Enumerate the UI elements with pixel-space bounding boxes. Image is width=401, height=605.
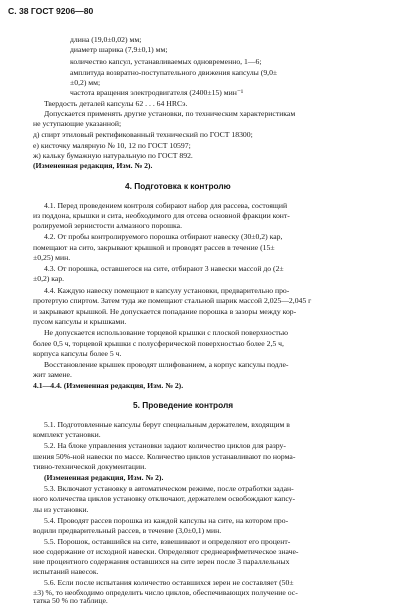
alternative-setup-line-cont: не уступающие указанной; [33, 119, 122, 128]
paragraph-line: 5.4. Проводят рассев порошка из каждой капсулы на сите, на котором про- [44, 516, 289, 525]
paragraph-line: более 0,5 ч, торцевой крышки с полусферической поверхностью более 2,5 ч, [33, 339, 284, 348]
paragraph-line: татка 50 % по таблице. [33, 596, 108, 605]
paragraph-line: Восстановление крышек проводят шлифованием, а корпус капсулы подле- [44, 360, 289, 369]
revision-note: (Измененная редакция, Изм. № 2). [33, 161, 153, 170]
paragraph-line: протертую спиртом. Затем туда же помещают стальной шарик массой 2,025—2,045 г [33, 296, 312, 305]
list-item-rotation-speed: частота вращения электродвигателя (2400±15) мин⁻¹ [70, 88, 244, 97]
paragraph-line: из поддона, крышки и сита, необходимого для отсева основной фракции конт- [33, 211, 290, 220]
revision-note: (Измененная редакция, Изм. № 2). [44, 473, 164, 482]
paragraph-line: Не допускается использование торцевой крышки с плоской поверхностью [44, 328, 288, 337]
paragraph-line: шения 50%-ной навески по массе. Количество циклов устанавливают по норма- [33, 452, 296, 461]
section-5-title: 5. Проведение контроля [133, 400, 234, 410]
paragraph-line: 5.3. Включают установку в автоматическом режиме, после отработки задан- [44, 484, 294, 493]
paragraph-line: 5.1. Подготовленные капсулы берут специальным держателем, входящим в [44, 420, 290, 429]
paragraph-line: 4.3. От порошка, оставшегося на сите, отбирают 3 навески массой до (2± [44, 264, 284, 273]
revision-note: 4.1—4.4. (Измененная редакция, Изм. № 2). [33, 381, 184, 390]
paragraph-line: пусом капсулы и крышками. [33, 317, 127, 326]
paragraph-line: ±0,2) кар. [33, 274, 65, 283]
page-header: С. 38 ГОСТ 9206—80 [8, 6, 94, 16]
paragraph-line: водили предварительный рассев, в течение (3,0±0,1) мин. [33, 526, 222, 535]
paragraph-line: 5.5. Порошок, оставшийся на сите, взвешивают и определяют его процент- [44, 537, 291, 546]
paragraph-line: корпуса капсулы более 5 ч. [33, 349, 122, 358]
alternative-setup-line: Допускается применять другие установки, по техническим характеристикам [44, 109, 296, 118]
paragraph-line: лы из установки. [33, 505, 89, 514]
list-item-ball-diameter: диаметр шарика (7,9±0,1) мм; [70, 45, 168, 54]
paragraph-line: жит замене. [33, 370, 72, 379]
item-d-alcohol: д) спирт этиловый ректификованный технический по ГОСТ 18300; [33, 130, 253, 139]
paragraph-line: 5.2. На блоке управления установки задают количество циклов для разру- [44, 441, 286, 450]
paragraph-line: ние процентного содержания оставшихся на сите зерен после 3 параллельных [33, 557, 290, 566]
paragraph-line: 4.1. Перед проведением контроля собирают набор для рассева, состоящий [44, 201, 288, 210]
paragraph-line: 5.6. Если после испытания количество оставшихся зерен не составляет (50± [44, 578, 294, 587]
paragraph-line: и закрывают крышкой. Не допускается попадание порошка в зазоры между кор- [33, 307, 297, 316]
paragraph-line: ±3) %, то необходимо определить число циклов, обеспечивающих получение ос- [33, 588, 298, 597]
paragraph-line: 4.2. От пробы контролируемого порошка отбирают навеску (30±0,2) кар, [44, 232, 283, 241]
list-item-capsule-count: количество капсул, устанавливаемых одновременно, 1—6; [70, 57, 262, 66]
paragraph-line: комплект установки. [33, 430, 101, 439]
paragraph-line: испытаний навесок. [33, 567, 99, 576]
list-item-amplitude-cont: ±0,2) мм; [70, 78, 101, 87]
paragraph-line: тивно-технической документации. [33, 462, 147, 471]
paragraph-line: ного количества циклов установку отключают, держателем освобождают капсу- [33, 494, 296, 503]
item-zh-tracing-paper: ж) кальку бумажную натуральную по ГОСТ 892. [33, 151, 193, 160]
list-item-length: длина (19,0±0,02) мм; [70, 35, 142, 44]
paragraph-line: ное содержание от исходной навески. Определяют среднеарифметическое значе- [33, 547, 299, 556]
item-e-brush: е) кисточку малярную № 10, 12 по ГОСТ 10597; [33, 141, 191, 150]
paragraph-line: помещают на сито, закрывают крышкой и проводят рассев в течение (15± [33, 243, 275, 252]
paragraph-line: 4.4. Каждую навеску помещают в капсулу установки, предварительно про- [44, 286, 290, 295]
paragraph-line: ±0,25) мин. [33, 253, 71, 262]
paragraph-line: ролируемой зернистости алмазного порошка. [33, 221, 182, 230]
list-item-amplitude: амплитуда возвратно-поступательного движения капсулы (9,0± [70, 68, 278, 77]
hardness-line: Твердость деталей капсулы 62 . . . 64 HRCэ. [44, 99, 188, 108]
section-4-title: 4. Подготовка к контролю [125, 181, 231, 191]
